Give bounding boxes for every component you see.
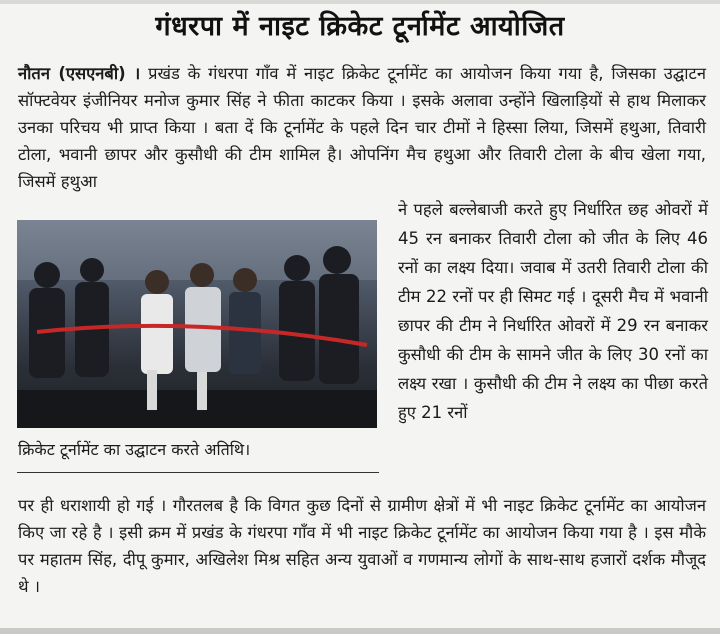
ribbon-cutting-illustration: [17, 220, 377, 428]
bottom-border: [0, 628, 720, 634]
dateline: नौतन (एसएनबी) ।: [18, 64, 141, 83]
top-border: [0, 0, 720, 4]
intro-text: प्रखंड के गंधरपा गाँव में नाइट क्रिकेट टूर्नामेंट का आयोजन किया गया है, जिसका उद्घाटन सॉफ्टवेयर इंजीनियर मनोज कुमार सिंह ने फीता काटकर किया । इसके अलावा उन्होंने खिलाड़ियों से हाथ मिलाकर उनका परिचय भी प्राप्त किया । बता दें कि टूर्नामेंट के पहले दिन चार टीमों ने हिस्सा लिया, जिसमें हथुआ, तिवारी टोला, भवानी छापर और कुसौधी की टीम शामिल है। ओपनिंग मैच हथुआ और तिवारी टोला के बीच खेला गया, जिसमें हथुआ: [18, 64, 707, 191]
article-photo: [17, 220, 377, 428]
article-closing-paragraph: पर ही धराशायी हो गई । गौरतलब है कि विगत कुछ दिनों से ग्रामीण क्षेत्रों में भी नाइट क्रिकेट टूर्नामेंट का आयोजन किए जा रहे है । इसी क्रम में प्रखंड के गंधरपा गाँव में भी नाइट क्रिकेट टूर्नामेंट का आयोजन किया गया है । इस मौके पर महातम सिंह, दीपू कुमार, अखिलेश मिश्र सहित अन्य युवाओं व गणमान्य लोगों के साथ-साथ हजारों दर्शक मौजूद थे ।: [18, 496, 706, 596]
photo-caption: क्रिकेट टूर्नामेंट का उद्घाटन करते अतिथि।: [18, 440, 251, 459]
article-wrap-column: ने पहले बल्लेबाजी करते हुए निर्धारित छह ओवरों में 45 रन बनाकर तिवारी टोला को जीत के लिए 46 रनों का लक्ष्य दिया। जवाब में उतरी तिवारी टोला की टीम 22 रनों पर ही सिमट गई । दूसरी मैच में भवानी छापर की टीम ने निर्धारित ओवरों में 29 रन बनाकर कुसौधी की टीम के सामने जीत के लिए 30 रनों का लक्ष्य रखा । कुसौधी की टीम ने लक्ष्य का पीछा करते हुए 21 रनों: [398, 200, 708, 422]
article-headline: गंधरपा में नाइट क्रिकेट टूर्नामेंट आयोजित: [155, 11, 565, 42]
caption-divider: [17, 472, 379, 473]
article-intro-paragraph: [18, 60, 706, 195]
